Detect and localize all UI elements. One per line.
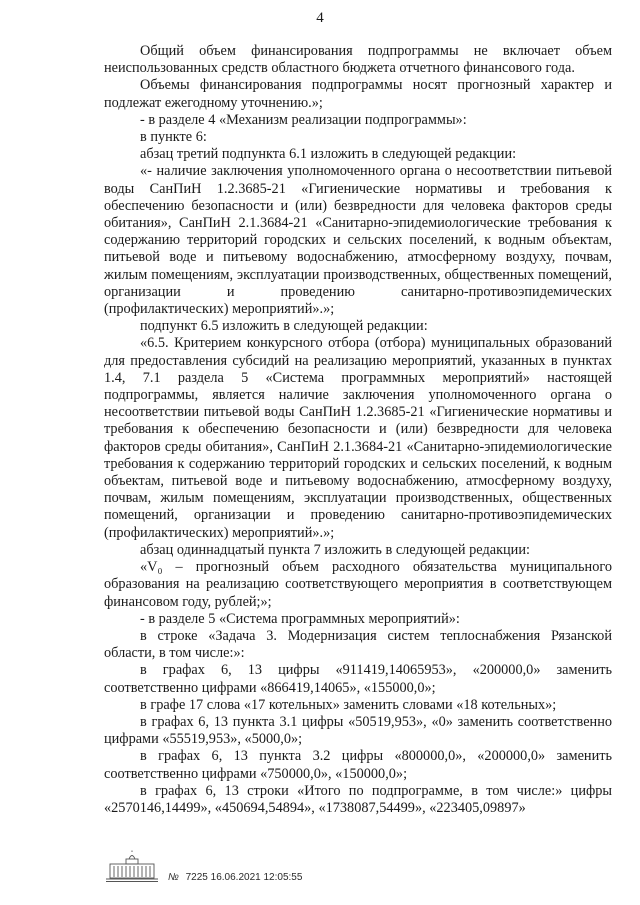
page-number: 4 [316,10,324,26]
government-building-seal-icon [104,850,160,886]
registration-datetime: 16.06.2021 12:05:55 [210,872,303,883]
paragraph: в графе 17 слова «17 котельных» заменить словами «18 котельных»; [140,696,557,713]
paragraph: абзац третий подпункта 6.1 изложить в следующей редакции: [140,146,517,163]
paragraph: в графах 6, 13 пункта 3.1 цифры «50519,953», «0» заменить соответственно цифрами «55519,953», «5000,0»; [104,713,612,748]
paragraph: «- наличие заключения уполномоченного органа о несоответствии питьевой воды СанПиН 1.2.3685-21 «Гигиенические нормативы и требования к обеспечению безопасности и (или) безвредности для человека факторов среды обитания», СанПиН 2.1.3684-21 «Санитарно-эпидемиологические требования к содержанию территорий городских и сельских поселений, к водным объектам, питьевой воде и питьевому водоснабжению, атмосферному воздуху, почвам, жилым помещениям, эксплуатации производственных, общественных помещений, организации и проведению санитарно-противоэпидемических (профилактических) мероприятий».»; [104,163,612,318]
paragraph: абзац одиннадцатый пункта 7 изложить в следующей редакции: [140,541,530,558]
paragraph: Объемы финансирования подпрограммы носят прогнозный характер и подлежат ежегодному уточнению.»; [104,77,612,111]
paragraph: в графах 6, 13 цифры «911419,14065953», «200000,0» заменить соответственно цифрами «866419,14065», «155000,0»; [104,662,612,696]
registration-number: 7225 [185,872,208,883]
paragraph: в графах 6, 13 строки «Итого по подпрограмме, в том числе:» цифры «2570146,14499», «450694,54894», «1738087,54499», «223405,09897» [104,782,612,816]
registration-stamp [104,850,404,890]
paragraph: «V₀ – прогнозный объем расходного обязательства муниципального образования на реализацию соответствующего мероприятия в соответствующем финансовом году, рублей;»; [104,559,612,610]
paragraph: «6.5. Критерием конкурсного отбора (отбора) муниципальных образований для предоставления субсидий на реализацию мероприятий, указанных в пунктах 1.4, 7.1 раздела 5 «Система программных мероприятий» настоящей подпрограммы, является наличие заключения уполномоченного органа о несоответствии питьевой воды СанПиН 1.2.3685-21 «Гигиенические нормативы и требования к обеспечению безопасности и (или) безвредности для человека факторов среды обитания», СанПиН 2.1.3684-21 «Санитарно-эпидемиологические требования к содержанию территорий городских и сельских поселений, к водным объектам, питьевой воде и питьевому водоснабжению, атмосферному воздуху, почвам, жилым помещениям, эксплуатации производственных, общественных помещений, организации и проведению санитарно-противоэпидемических (профилактических) мероприятий».»; [104,335,612,541]
paragraph: в пункте 6: [140,129,207,146]
document-body [104,43,612,817]
paragraph: в строке «Задача 3. Модернизация систем теплоснабжения Рязанской области, в том числе:»: [104,627,612,662]
paragraph: в графах 6, 13 пункта 3.2 цифры «800000,0», «200000,0» заменить соответственно цифрами «750000,0», «150000,0»; [104,748,612,782]
paragraph: - в разделе 4 «Механизм реализации подпрограммы»: [140,111,467,128]
registration-line [168,872,302,883]
paragraph: - в разделе 5 «Система программных мероприятий»: [140,610,460,627]
registration-prefix: № [168,872,179,883]
paragraph: подпункт 6.5 изложить в следующей редакции: [140,318,428,335]
paragraph: Общий объем финансирования подпрограммы не включает объем неиспользованных средств областного бюджета отчетного финансового года. [104,43,612,77]
